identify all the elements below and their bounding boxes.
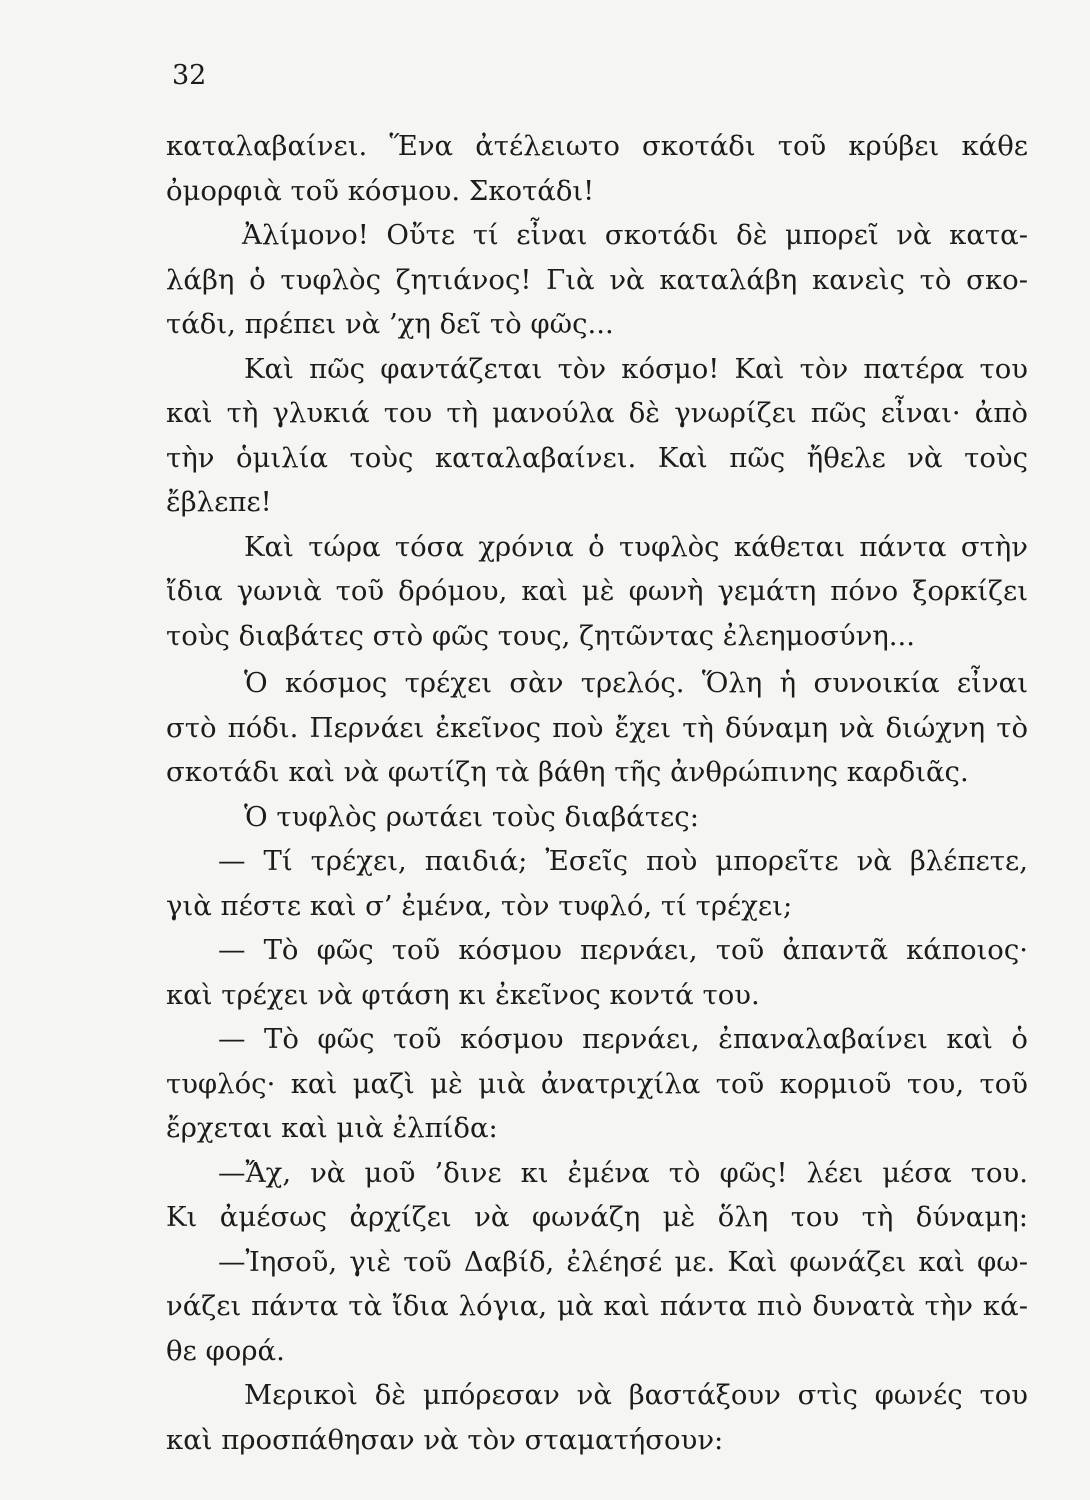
page-number: 32 [172, 60, 207, 91]
text-line: —Ἰησοῦ, γιὲ τοῦ Δαβίδ, ἐλέησέ με. Καὶ φωνάζει καὶ φω- [218, 1245, 1028, 1278]
text-line: Καὶ τώρα τόσα χρόνια ὁ τυφλὸς κάθεται πάντα στὴν [244, 530, 1028, 563]
text-line: — Τί τρέχει, παιδιά; Ἐσεῖς ποὺ μπορεῖτε νὰ βλέπετε, [218, 845, 1028, 877]
text-line: τοὺς διαβάτες στὸ φῶς τους, ζητῶντας ἐλεημοσύνη... [166, 619, 915, 652]
text-line: ἴδια γωνιὰ τοῦ δρόμου, καὶ μὲ φωνὴ γεμάτη πόνο ξορκίζει [166, 575, 1028, 607]
text-line: Ἀλίμονο! Οὔτε τί εἶναι σκοτάδι δὲ μπορεῖ νὰ κατα- [242, 219, 1028, 251]
text-line: ἔρχεται καὶ μιὰ ἐλπίδα: [166, 1112, 498, 1144]
text-block-1 [166, 124, 1028, 658]
text-block-2 [166, 661, 1028, 1462]
text-line: καὶ τρέχει νὰ φτάση κι ἐκεῖνος κοντά του. [166, 978, 760, 1011]
text-line: τὴν ὁμιλία τοὺς καταλαβαίνει. Καὶ πῶς ἤθελε νὰ τοὺς [166, 441, 1028, 474]
text-line: —Ἄχ, νὰ μοῦ ’δινε κι ἐμένα τὸ φῶς! λέει μέσα του. [218, 1156, 1028, 1189]
text-line: σκοτάδι καὶ νὰ φωτίζη τὰ βάθη τῆς ἀνθρώπινης καρδιᾶς. [166, 756, 969, 788]
text-line: ὀμορφιὰ τοῦ κόσμου. Σκοτάδι! [166, 174, 595, 207]
text-line: καὶ τὴ γλυκιά του τὴ μανούλα δὲ γνωρίζει πῶς εἶναι· ἀπὸ [166, 397, 1028, 429]
text-line: γιὰ πέστε καὶ σ’ ἐμένα, τὸν τυφλό, τί τρέχει; [166, 889, 793, 922]
text-line: Μερικοὶ δὲ μπόρεσαν νὰ βαστάξουν στὶς φωνές του [244, 1379, 1028, 1411]
text-line: καὶ προσπάθησαν νὰ τὸν σταματήσουν: [166, 1423, 724, 1456]
text-line: Ὁ κόσμος τρέχει σὰν τρελός. Ὅλη ἡ συνοικία εἶναι [244, 667, 1028, 699]
text-line: — Τὸ φῶς τοῦ κόσμου περνάει, τοῦ ἀπαντᾶ κάποιος· [218, 934, 1028, 966]
text-line: λάβη ὁ τυφλὸς ζητιάνος! Γιὰ νὰ καταλάβη κανεὶς τὸ σκο- [166, 263, 1028, 296]
text-line: ἔβλεπε! [166, 486, 272, 518]
text-line: νάζει πάντα τὰ ἴδια λόγια, μὰ καὶ πάντα πιὸ δυνατὰ τὴν κά- [166, 1290, 1028, 1322]
text-line: στὸ πόδι. Περνάει ἐκεῖνος ποὺ ἔχει τὴ δύναμη νὰ διώχνη τὸ [166, 711, 1028, 744]
text-line: τυφλός· καὶ μαζὶ μὲ μιὰ ἀνατριχίλα τοῦ κορμιοῦ του, τοῦ [166, 1067, 1028, 1100]
text-line: καταλαβαίνει. Ἕνα ἀτέλειωτο σκοτάδι τοῦ κρύβει κάθε [166, 130, 1028, 162]
text-line: Ὁ τυφλὸς ρωτάει τοὺς διαβάτες: [244, 800, 699, 833]
text-line: — Τὸ φῶς τοῦ κόσμου περνάει, ἐπαναλαβαίνει καὶ ὁ [218, 1023, 1028, 1055]
text-line: τάδι, πρέπει νὰ ’χη δεῖ τὸ φῶς... [166, 308, 614, 340]
text-line: Κι ἀμέσως ἀρχίζει νὰ φωνάζη μὲ ὅλη του τὴ δύναμη: [166, 1201, 1028, 1233]
text-line: Καὶ πῶς φαντάζεται τὸν κόσμο! Καὶ τὸν πατέρα του [244, 352, 1028, 385]
text-line: θε φορά. [166, 1334, 285, 1367]
